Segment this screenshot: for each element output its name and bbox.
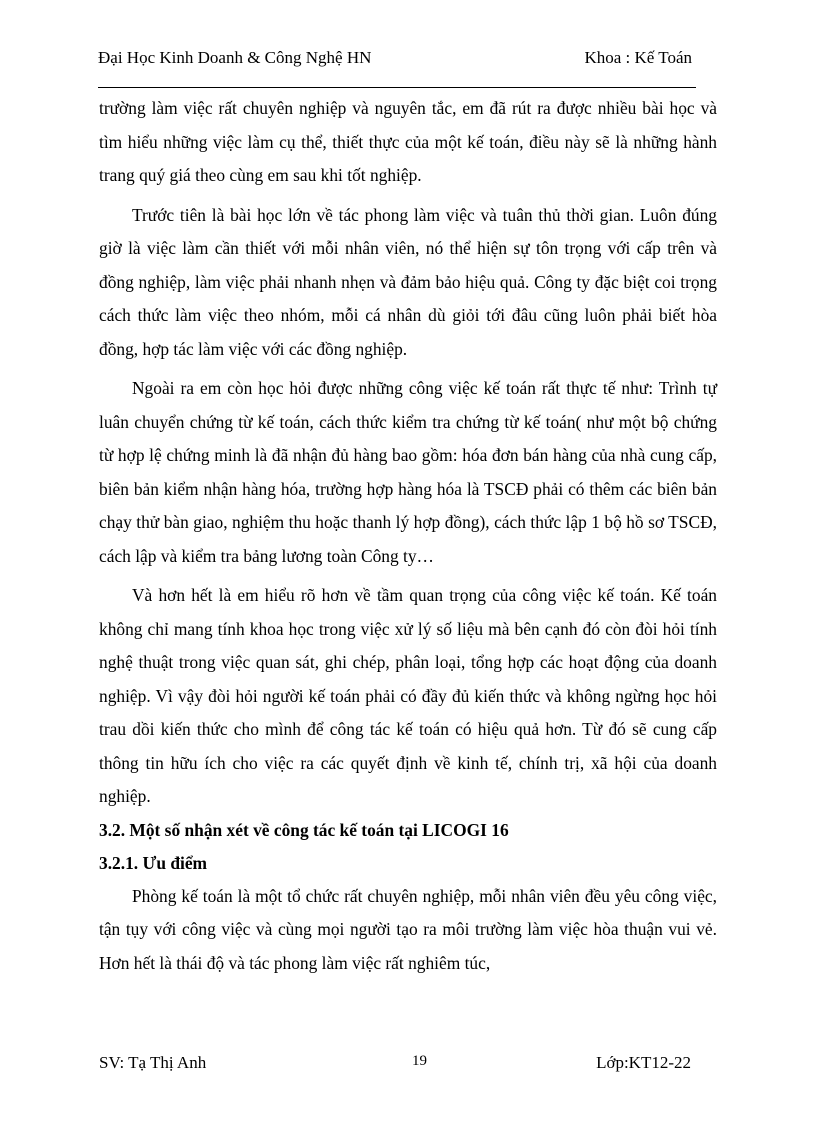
section-heading: 3.2. Một số nhận xét về công tác kế toán tại LICOGI 16: [99, 819, 509, 840]
footer-class: Lớp:KT12-22: [596, 1053, 691, 1072]
page-header: [98, 48, 696, 72]
paragraph-work-style: Trước tiên là bài học lớn về tác phong làm việc và tuân thủ thời gian. Luôn đúng giờ là việc làm cần thiết với mỗi nhân viên, nó thể hiện sự tôn trọng với cấp trên và đồng nghiệp, làm việc phải nhanh nhẹn và đảm bảo hiệu quả. Công ty đặc biệt coi trọng cách thức làm việc theo nhóm, mỗi cá nhân dù giỏi tới đâu cũng luôn phải biết hòa đồng, hợp tác làm việc với các đồng nghiệp.: [99, 204, 717, 359]
page-footer: [99, 1053, 691, 1077]
subsection-heading: 3.2.1. Ưu điểm: [99, 852, 208, 873]
header-faculty: Khoa : Kế Toán: [584, 48, 692, 67]
header-university: Đại Học Kinh Doanh & Công Nghệ HN: [98, 48, 372, 67]
paragraph-practical-work: Ngoài ra em còn học hỏi được những công việc kế toán rất thực tế như: Trình tự luân chuyển chứng từ kế toán, cách thức kiểm tra chứng từ kế toán( như một bộ chứng từ hợp lệ chứng minh là đã nhận đủ hàng bao gồm: hóa đơn bán hàng của nhà cung cấp, biên bản kiểm nhận hàng hóa, trường hợp hàng hóa là TSCĐ phải có thêm các biên bản chạy thử bàn giao, nghiệm thu hoặc thanh lý hợp đồng), cách thức lập 1 bộ hồ sơ TSCĐ, cách lập và kiểm tra bảng lương toàn Công ty…: [99, 378, 717, 566]
paragraph-importance: Và hơn hết là em hiểu rõ hơn về tầm quan trọng của công việc kế toán. Kế toán không chỉ mang tính khoa học trong việc xử lý số liệu mà bên cạnh đó còn đòi hỏi tính nghệ thuật trong việc quan sát, ghi chép, phân loại, tổng hợp các hoạt động của doanh nghiệp. Vì vậy đòi hỏi người kế toán phải có đầy đủ kiến thức và không ngừng học hỏi trau dồi kiến thức cho mình để công tác kế toán có hiệu quả hơn. Từ đó sẽ cung cấp thông tin hữu ích cho việc ra các quyết định về kinh tế, chính trị, xã hội của doanh nghiệp.: [99, 585, 717, 806]
header-divider: [98, 87, 696, 88]
page-number: 19: [412, 1053, 427, 1069]
page-body: [99, 92, 717, 980]
paragraph-continuation: trường làm việc rất chuyên nghiệp và nguyên tắc, em đã rút ra được nhiều bài học và tìm hiểu những việc làm cụ thể, thiết thực của một kế toán, điều này sẽ là những hành trang quý giá theo cùng em sau khi tốt nghiệp.: [99, 98, 717, 185]
footer-student: SV: Tạ Thị Anh: [99, 1053, 207, 1072]
paragraph-advantages: Phòng kế toán là một tổ chức rất chuyên nghiệp, mỗi nhân viên đều yêu công việc, tận tụy với công việc và cùng mọi người tạo ra môi trường làm việc hòa thuận vui vẻ. Hơn hết là thái độ và tác phong làm việc rất nghiêm túc,: [99, 885, 717, 973]
